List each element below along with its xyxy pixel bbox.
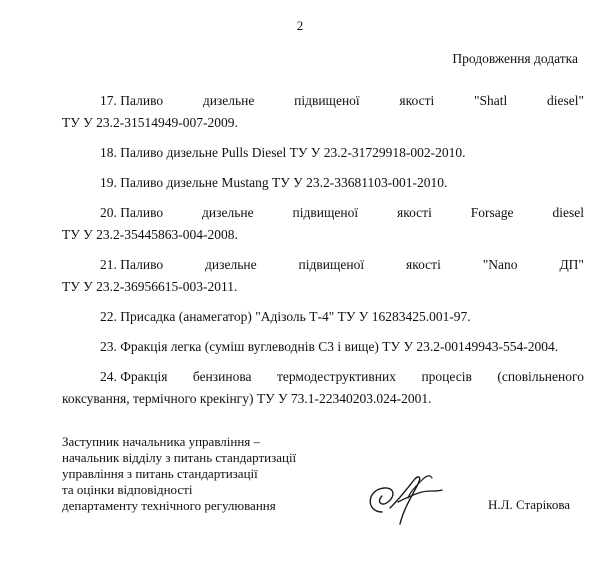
- item-word: підвищеної: [298, 257, 365, 272]
- item-word: бензинова: [192, 369, 252, 384]
- item-word: дизельне: [202, 205, 254, 220]
- signatory-title-line: департаменту технічного регулювання: [62, 498, 276, 513]
- item-word: diesel: [552, 205, 584, 220]
- item-word: якості: [406, 257, 441, 272]
- item-word: процесів: [421, 369, 472, 384]
- list-item: [62, 254, 584, 298]
- item-line: [62, 202, 584, 224]
- list-item: [62, 306, 584, 328]
- item-line: [62, 90, 584, 112]
- page-number: 2: [296, 18, 304, 33]
- signatory-title-line: начальник відділу з питань стандартизації: [62, 450, 297, 465]
- item-line: 23. Фракція легка (суміш вуглеводнів С3 і вище) ТУ У 23.2-00149943-554-2004.: [100, 339, 559, 354]
- item-line: [62, 366, 584, 388]
- item-word: підвищеної: [292, 205, 359, 220]
- item-word: "Nano: [482, 257, 518, 272]
- item-word: 20. Паливо: [100, 205, 164, 220]
- signatory-title-line: та оцінки відповідності: [62, 482, 193, 497]
- item-line-continuation: ТУ У 23.2-31514949-007-2009.: [62, 115, 238, 130]
- item-list: [62, 90, 584, 418]
- item-word: дизельне: [205, 257, 257, 272]
- item-word: 24. Фракція: [100, 369, 168, 384]
- list-item: [62, 366, 584, 410]
- item-word: diesel": [546, 93, 584, 108]
- signatory-title-line: управління з питань стандартизації: [62, 466, 258, 481]
- item-word: якості: [397, 205, 432, 220]
- item-line-continuation: коксування, термічного крекінгу) ТУ У 73.1-22340203.024-2001.: [62, 391, 432, 406]
- handwritten-signature: [360, 468, 450, 530]
- item-word: (сповільненого: [497, 369, 584, 384]
- item-word: 17. Паливо: [100, 93, 164, 108]
- appendix-continuation-note: Продовження додатка: [452, 51, 578, 66]
- item-line-continuation: ТУ У 23.2-35445863-004-2008.: [62, 227, 238, 242]
- item-word: термодеструктивних: [276, 369, 396, 384]
- item-line-continuation: ТУ У 23.2-36956615-003-2011.: [62, 279, 238, 294]
- item-word: ДП": [559, 257, 584, 272]
- list-item: [62, 172, 584, 194]
- list-item: [62, 202, 584, 246]
- item-word: Forsage: [470, 205, 514, 220]
- item-word: 21. Паливо: [100, 257, 164, 272]
- signer-name: Н.Л. Старікова: [488, 497, 571, 512]
- item-word: "Shatl: [473, 93, 508, 108]
- item-line: [62, 254, 584, 276]
- signatory-title-line: Заступник начальника управління –: [62, 434, 261, 449]
- signatory-title-block: [62, 434, 322, 514]
- item-word: дизельне: [202, 93, 255, 108]
- item-word: якості: [399, 93, 435, 108]
- item-word: підвищеної: [294, 93, 360, 108]
- list-item: [62, 142, 584, 164]
- list-item: [62, 90, 584, 134]
- item-line: 22. Присадка (анамегатор) "Адізоль Т-4" ТУ У 16283425.001-97.: [100, 309, 471, 324]
- item-line: 18. Паливо дизельне Pulls Diesel ТУ У 23.2-31729918-002-2010.: [100, 145, 466, 160]
- list-item: [62, 336, 584, 358]
- item-line: 19. Паливо дизельне Mustang ТУ У 23.2-33681103-001-2010.: [100, 175, 448, 190]
